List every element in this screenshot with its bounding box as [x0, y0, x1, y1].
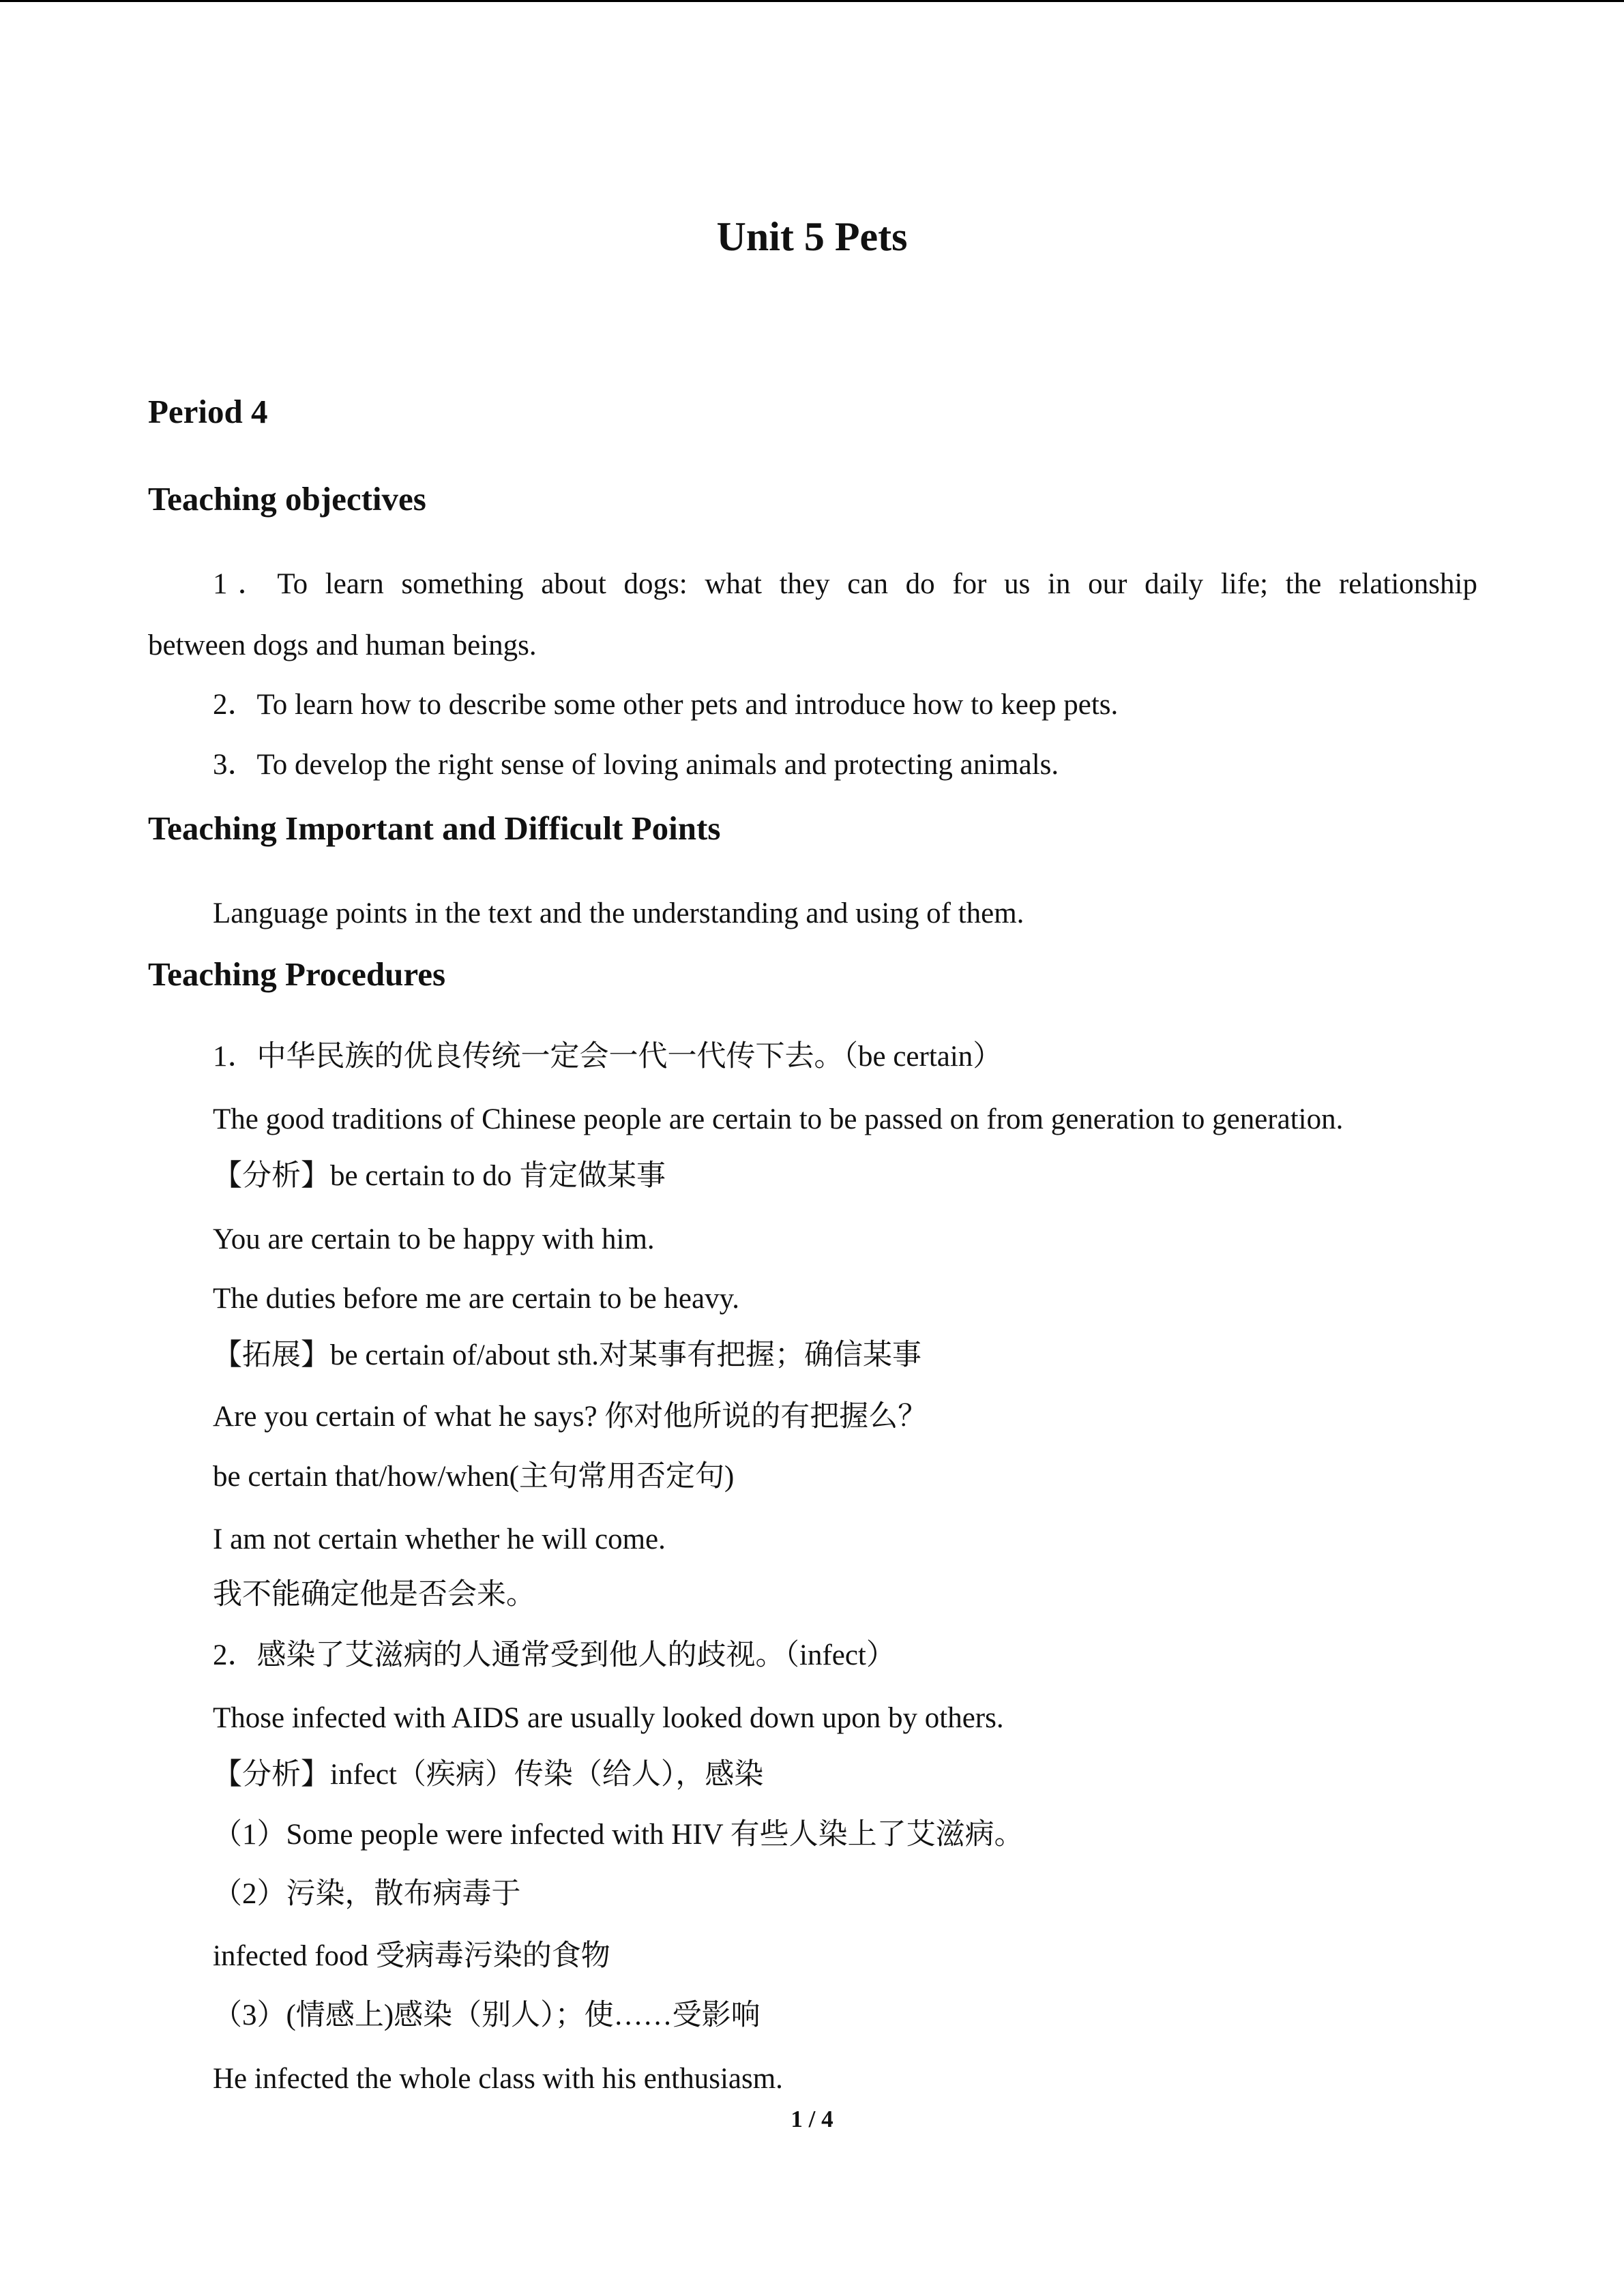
document-title: Unit 5 Pets — [716, 214, 908, 259]
procedure-line: You are certain to be happy with him. — [213, 1223, 655, 1255]
procedure-line: 我不能确定他是否会来。 — [213, 1579, 535, 1611]
objective-item: 3．To develop the right sense of loving animals and protecting animals. — [213, 749, 1059, 781]
important-points-text: Language points in the text and the understanding and using of them. — [213, 897, 1024, 929]
procedure-line: I am not certain whether he will come. — [213, 1523, 666, 1555]
procedure-line: be certain that/how/when(主句常用否定句) — [213, 1461, 735, 1493]
objective-item: 2．To learn how to describe some other pets and introduce how to keep pets. — [213, 689, 1119, 721]
page-number: 1 / 4 — [791, 2106, 833, 2132]
objectives-heading: Teaching objectives — [148, 480, 426, 518]
objective-item: between dogs and human beings. — [148, 629, 537, 661]
procedures-heading: Teaching Procedures — [148, 955, 446, 993]
objective-item: 1．To learn something about dogs: what they can do for us in our daily life; the relationship — [213, 568, 1477, 600]
procedure-line: 【拓展】be certain of/about sth.对某事有把握；确信某事 — [213, 1339, 922, 1371]
procedure-line: 【分析】be certain to do 肯定做某事 — [213, 1160, 666, 1192]
procedure-line: 1．中华民族的优良传统一定会一代一代传下去。（be certain） — [213, 1041, 1003, 1073]
procedure-line: The good traditions of Chinese people are certain to be passed on from generation to generation. — [213, 1103, 1344, 1135]
procedure-line: He infected the whole class with his enthusiasm. — [213, 2063, 783, 2095]
procedure-line: The duties before me are certain to be heavy. — [213, 1283, 740, 1315]
procedure-line: （1）Some people were infected with HIV 有些人染上了艾滋病。 — [213, 1819, 1024, 1851]
procedure-line: infected food 受病毒污染的食物 — [213, 1940, 610, 1972]
procedure-line: 2．感染了艾滋病的人通常受到他人的歧视。（infect） — [213, 1639, 896, 1671]
period-heading: Period 4 — [148, 393, 268, 430]
procedure-line: Are you certain of what he says? 你对他所说的有把握么？ — [213, 1401, 928, 1433]
important-points-heading: Teaching Important and Difficult Points — [148, 809, 721, 847]
procedure-line: Those infected with AIDS are usually looked down upon by others. — [213, 1702, 1004, 1734]
procedure-line: （3）(情感上)感染（别人）；使……受影响 — [213, 1999, 761, 2031]
procedure-line: 【分析】infect（疾病）传染（给人），感染 — [213, 1759, 764, 1791]
procedure-line: （2）污染，散布病毒于 — [213, 1878, 521, 1910]
